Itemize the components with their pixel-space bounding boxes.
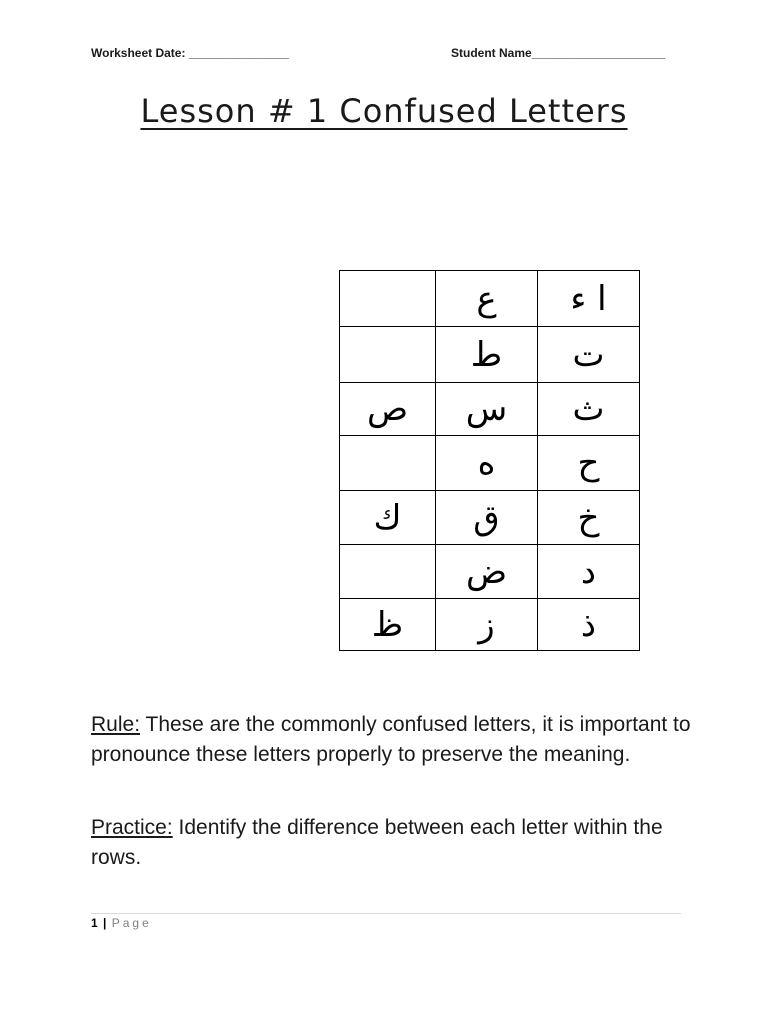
- letter-cell: [340, 271, 436, 327]
- table-row: [340, 383, 640, 436]
- practice-label: Practice:: [91, 816, 173, 839]
- letter-cell: ع: [436, 271, 538, 327]
- letter-cell: ظ: [340, 599, 436, 651]
- page-footer: [91, 916, 152, 930]
- table-row: [340, 545, 640, 599]
- page-title-text: Lesson # 1 Confused Letters: [140, 92, 628, 130]
- letter-cell: ط: [436, 327, 538, 383]
- letter-cell: خ: [538, 491, 640, 545]
- letter-cell: د: [538, 545, 640, 599]
- letter-cell: ك: [340, 491, 436, 545]
- letter-cell: ا ء: [538, 271, 640, 327]
- letter-cell: ه: [436, 436, 538, 491]
- letter-cell: [340, 545, 436, 599]
- page-title: [0, 92, 768, 130]
- student-name-field: Student Name____________________: [451, 46, 666, 60]
- footer-separator: |: [103, 916, 107, 930]
- letter-cell: ز: [436, 599, 538, 651]
- rule-text: These are the commonly confused letters, it is important to pronounce these letters properly to preserve the meaning.: [91, 713, 691, 766]
- rule-paragraph: [91, 710, 691, 770]
- letter-cell: ض: [436, 545, 538, 599]
- page-number: 1: [91, 916, 98, 930]
- letter-cell: ذ: [538, 599, 640, 651]
- letter-cell: ث: [538, 383, 640, 436]
- practice-paragraph: [91, 813, 691, 873]
- worksheet-date-field: Worksheet Date: _______________: [91, 46, 289, 60]
- letter-cell: س: [436, 383, 538, 436]
- letter-cell: ت: [538, 327, 640, 383]
- table-row: [340, 599, 640, 651]
- page-label: Page: [111, 916, 152, 930]
- letter-cell: ح: [538, 436, 640, 491]
- table-row: [340, 327, 640, 383]
- practice-text: Identify the difference between each letter within the rows.: [91, 816, 663, 869]
- table-row: [340, 271, 640, 327]
- table-row: [340, 491, 640, 545]
- rule-label: Rule:: [91, 713, 141, 736]
- letter-cell: [340, 327, 436, 383]
- footer-divider: [91, 913, 681, 914]
- letter-cell: ص: [340, 383, 436, 436]
- letter-cell: [340, 436, 436, 491]
- table-row: [340, 436, 640, 491]
- letter-cell: ق: [436, 491, 538, 545]
- confused-letters-table: [339, 270, 640, 651]
